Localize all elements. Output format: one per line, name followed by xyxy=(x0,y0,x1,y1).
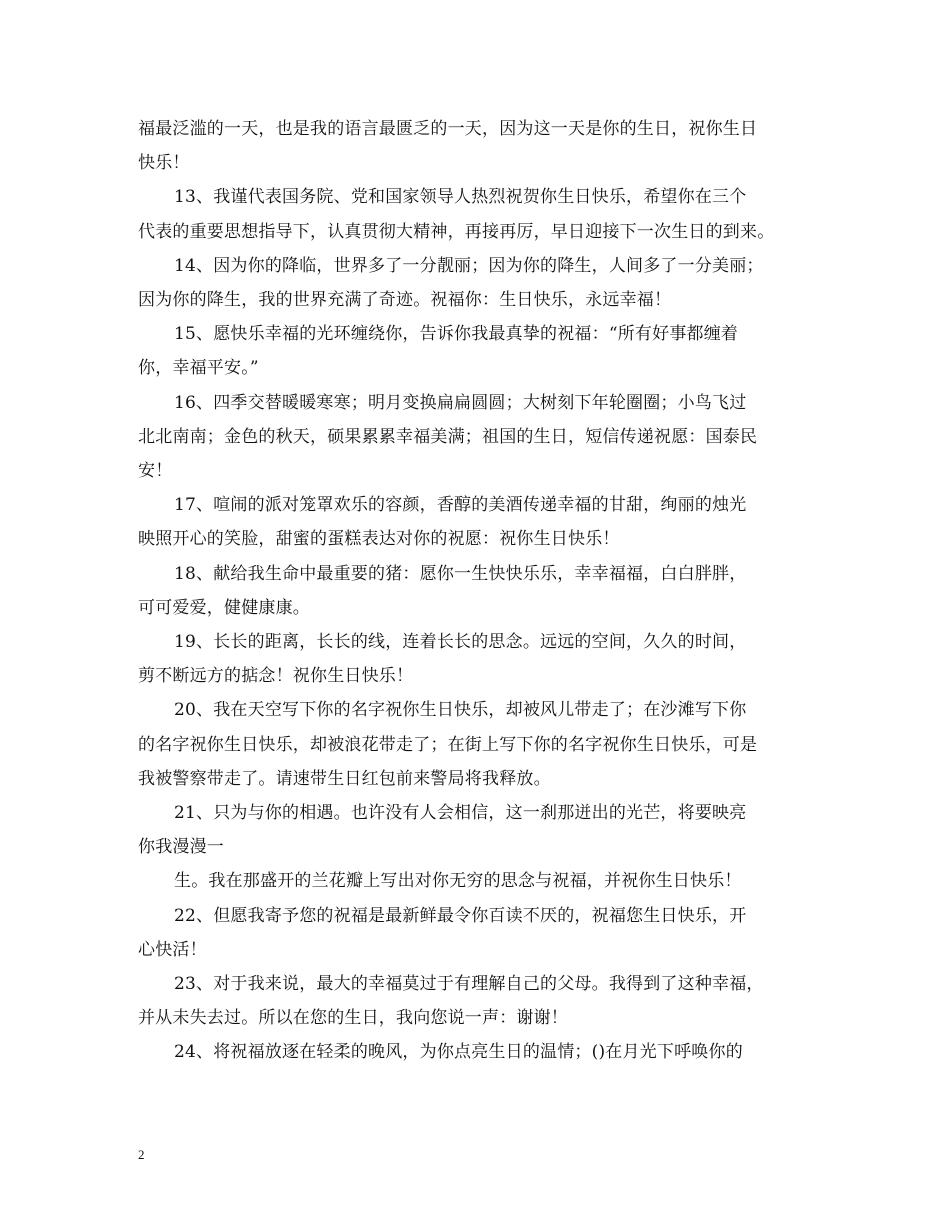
paragraph xyxy=(138,625,818,693)
text-line: 19、长长的距离，长长的线，连着长长的思念。远远的空间，久久的时间， xyxy=(174,632,747,653)
text-line: 剪不断远方的掂念！祝你生日快乐！ xyxy=(138,666,414,687)
text-line: 的名字祝你生日快乐，却被浪花带走了；在街上写下你的名字祝你生日快乐，可是 xyxy=(138,734,758,755)
text-line: 20、我在天空写下你的名字祝你生日快乐，却被风儿带走了；在沙滩写下你 xyxy=(174,700,747,721)
text-line: 代表的重要思想指导下，认真贯彻大精神，再接再厉，早日迎接下一次生日的到来。 xyxy=(138,221,775,242)
document-body xyxy=(138,112,818,1070)
text-line: 你我漫漫一 xyxy=(138,837,224,858)
text-line: 生。我在那盛开的兰花瓣上写出对你无穷的思念与祝福，并祝你生日快乐！ xyxy=(174,871,742,892)
text-line: 14、因为你的降临，世界多了一分靓丽；因为你的降生，人间多了一分美丽； xyxy=(174,255,764,276)
text-line: 15、愿快乐幸福的光环缠绕你，告诉你我最真挚的祝福：“所有好事都缠着 xyxy=(174,324,739,345)
text-line: 我被警察带走了。请速带生日红包前来警局将我释放。 xyxy=(138,768,551,789)
paragraph xyxy=(138,796,818,864)
paragraph xyxy=(138,488,818,556)
text-line: 并从未失去过。所以在您的生日，我向您说一声：谢谢！ xyxy=(138,1008,568,1029)
text-line: 21、只为与你的相遇。也许没有人会相信，这一刹那迸出的光芒，将要映亮 xyxy=(174,803,747,824)
text-line: 22、但愿我寄予您的祝福是最新鲜最令你百读不厌的，祝福您生日快乐，开 xyxy=(174,905,747,926)
paragraph xyxy=(138,1035,818,1069)
paragraph xyxy=(138,386,818,489)
paragraph xyxy=(138,899,818,967)
text-line: 13、我谨代表国务院、党和国家领导人热烈祝贺你生日快乐，希望你在三个 xyxy=(174,187,747,208)
text-line: 因为你的降生，我的世界充满了奇迹。祝福你：生日快乐，永远幸福！ xyxy=(138,290,672,311)
paragraph xyxy=(138,180,818,248)
text-line: 快乐！ xyxy=(138,153,190,174)
text-line: 18、献给我生命中最重要的猪：愿你一生快快乐乐，幸幸福福，白白胖胖， xyxy=(174,563,747,584)
text-line: 17、喧闹的派对笼罩欢乐的容颜，香醇的美酒传递幸福的甘甜，绚丽的烛光 xyxy=(174,495,747,516)
text-line: 福最泛滥的一天，也是我的语言最匮乏的一天，因为这一天是你的生日，祝你生日 xyxy=(138,119,758,139)
text-line: 心快活！ xyxy=(138,939,207,960)
paragraph xyxy=(138,249,818,317)
text-line: 可可爱爱，健健康康。 xyxy=(138,597,310,618)
text-line: 24、将祝福放逐在轻柔的晚风，为你点亮生日的温情；()在月光下呼唤你的 xyxy=(174,1042,743,1063)
text-line: 北北南南；金色的秋天，硕果累累幸福美满；祖国的生日，短信传递祝愿：国泰民 xyxy=(138,426,758,447)
paragraph xyxy=(138,693,818,796)
paragraph xyxy=(138,317,818,385)
text-line: 安！ xyxy=(138,461,173,482)
text-line: 16、四季交替暖暖寒寒；明月变换扁扁圆圆；大树刻下年轮圈圈；小鸟飞过 xyxy=(174,392,747,413)
text-line: 23、对于我来说，最大的幸福莫过于有理解自己的父母。我得到了这种幸福， xyxy=(174,974,764,995)
text-line: 映照开心的笑脸，甜蜜的蛋糕表达对你的祝愿：祝你生日快乐！ xyxy=(138,529,620,550)
text-line: 你，幸福平安。” xyxy=(138,358,259,379)
page-number: 2 xyxy=(138,1147,145,1162)
paragraph xyxy=(138,864,818,898)
paragraph xyxy=(138,112,818,180)
paragraph xyxy=(138,557,818,625)
paragraph xyxy=(138,967,818,1035)
